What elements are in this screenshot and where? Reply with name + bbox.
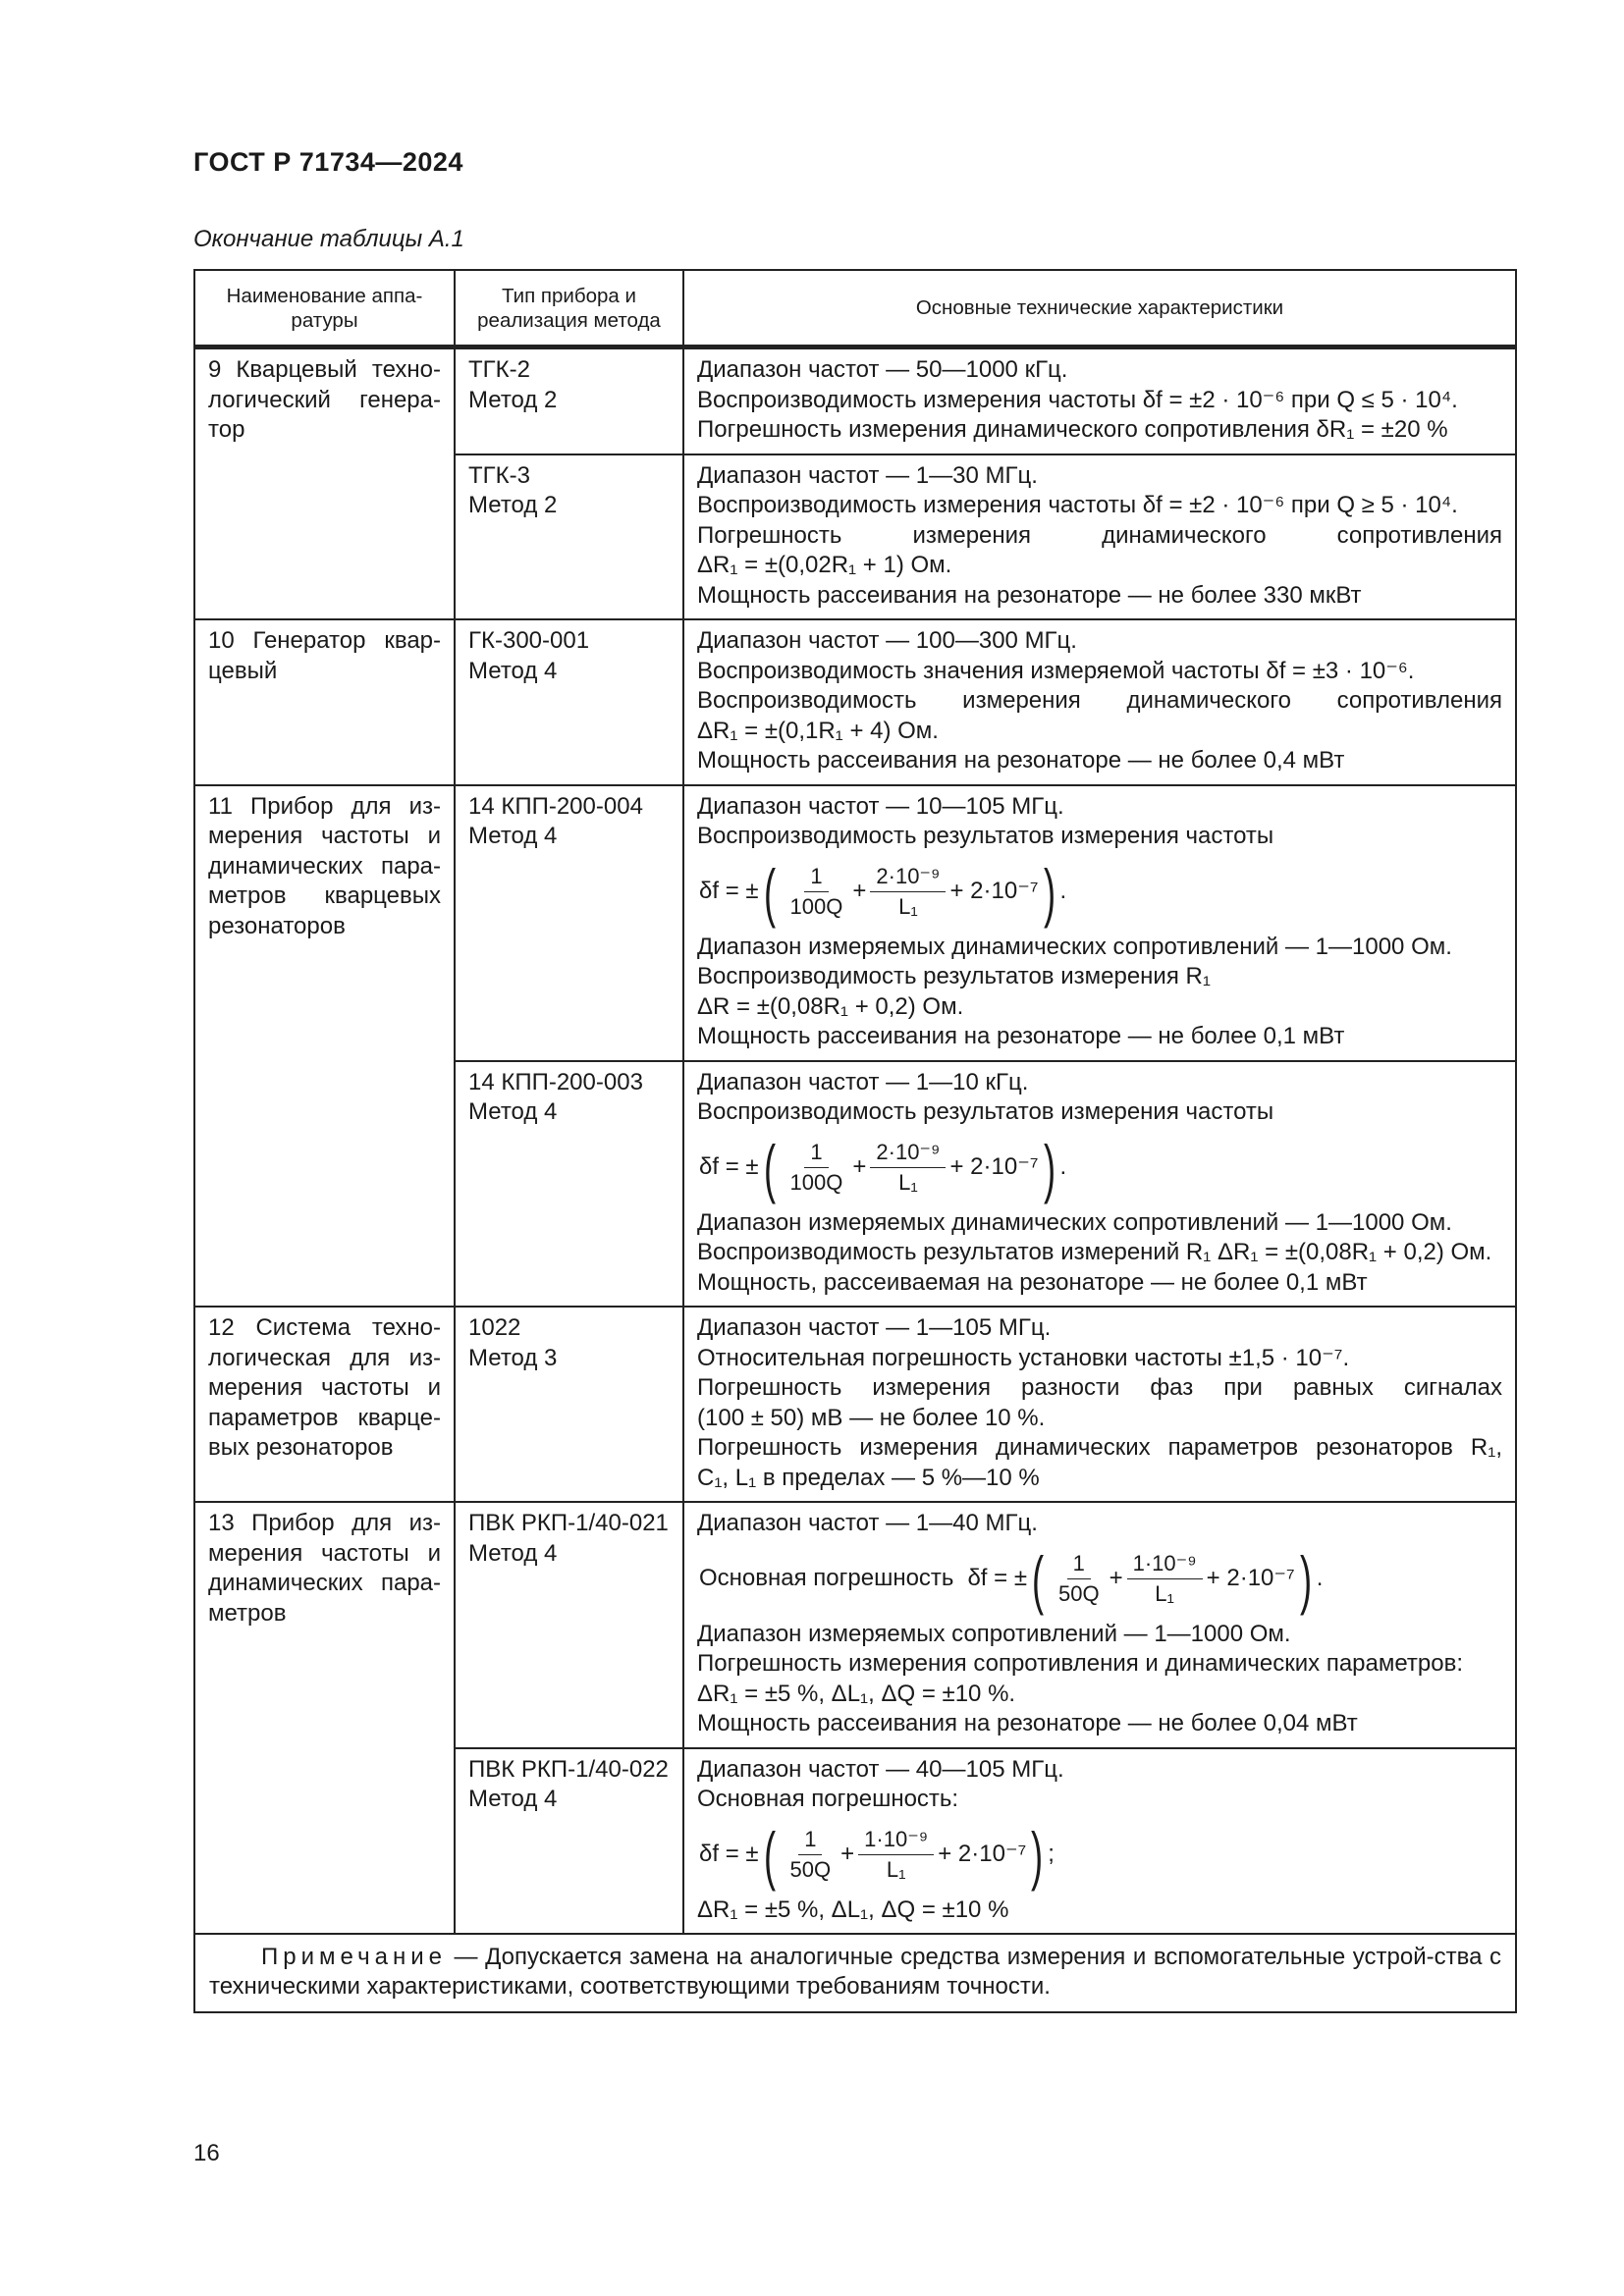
right-paren: ) xyxy=(1299,1542,1312,1616)
fraction xyxy=(858,1828,934,1882)
char-line: Диапазон измеряемых динамических сопротивлений — 1—1000 Ом. xyxy=(697,933,1452,960)
char-line: Погрешность измерения сопротивления и динамических параметров: xyxy=(697,1650,1464,1677)
document-code: ГОСТ Р 71734—2024 xyxy=(193,147,463,177)
characteristics xyxy=(683,619,1516,785)
char-line: ΔR₁ = ±(0,02R₁ + 1) Ом. xyxy=(697,552,952,578)
right-paren: ) xyxy=(1043,1131,1056,1204)
char-line: Погрешность измерения разности фаз при равных сигналах xyxy=(697,1374,1502,1401)
char-line: Воспроизводимость результатов измерений R₁ ΔR₁ = ±(0,08R₁ + 0,2) Ом. xyxy=(697,1239,1492,1265)
fraction xyxy=(785,1141,849,1195)
left-paren: ( xyxy=(763,855,776,929)
fraction xyxy=(870,1141,946,1195)
column-header-type xyxy=(455,270,683,347)
column-header-text: ратуры xyxy=(291,308,358,332)
char-line: C₁, L₁ в пределах — 5 %—10 % xyxy=(697,1464,1040,1491)
char-line: Воспроизводимость результатов измерения частоты xyxy=(697,1098,1274,1125)
denominator: L₁ xyxy=(1155,1581,1174,1606)
characteristics xyxy=(683,1748,1516,1935)
char-line: Воспроизводимость результатов измерения R₁ xyxy=(697,963,1211,989)
device-model: 14 КПП-200-004 xyxy=(468,792,643,820)
method: Метод 2 xyxy=(468,492,558,518)
method: Метод 4 xyxy=(468,1098,558,1125)
numerator: 1 xyxy=(1067,1552,1091,1579)
device-model: 1022 xyxy=(468,1314,521,1341)
device-type xyxy=(455,619,683,785)
char-line: Диапазон измеряемых сопротивлений — 1—1000 Ом. xyxy=(697,1620,1291,1647)
device-type xyxy=(455,1748,683,1935)
note-label: Примечание xyxy=(261,1944,447,1970)
char-line: Воспроизводимость измерения динамического сопротивления xyxy=(697,687,1502,714)
formula xyxy=(699,1130,1502,1206)
char-line: Мощность рассеивания на резонаторе — не более 330 мкВт xyxy=(697,581,1362,609)
char-line: Воспроизводимость измерения частоты δf = ±2 · 10⁻⁶ при Q ≤ 5 · 10⁴. xyxy=(697,386,1458,413)
formula-tail: + 2·10⁻⁷ xyxy=(949,878,1039,905)
left-paren: ( xyxy=(763,1131,776,1204)
fraction xyxy=(870,865,946,919)
plus-sign: + xyxy=(840,1841,855,1868)
device-type xyxy=(455,785,683,1061)
table-row xyxy=(194,1502,1516,1748)
device-type xyxy=(455,347,683,454)
formula-label: Основная погрешность xyxy=(699,1565,954,1592)
column-header-text: реализация метода xyxy=(477,308,661,332)
fraction xyxy=(1127,1552,1203,1606)
numerator: 1 xyxy=(804,865,828,892)
device-model: ТГК-3 xyxy=(468,461,530,489)
formula-end: . xyxy=(1316,1565,1324,1592)
plus-sign: + xyxy=(852,878,867,905)
note-text: — Допускается замена на аналогичные средства измерения и вспомогательные устрой-ства с техническими характеристиками, соответствующими требованиям точности. xyxy=(209,1944,1501,2000)
method: Метод 2 xyxy=(468,386,558,413)
table-note xyxy=(194,1934,1516,2012)
formula-tail: + 2·10⁻⁷ xyxy=(1206,1565,1295,1592)
char-line: Погрешность измерения динамического сопротивления δR₁ = ±20 % xyxy=(697,416,1448,443)
char-line: Основная погрешность: xyxy=(697,1786,959,1812)
plus-sign: + xyxy=(852,1153,867,1181)
char-line: Диапазон частот — 10—105 МГц. xyxy=(697,792,1064,820)
fraction xyxy=(1053,1552,1106,1606)
formula-tail: + 2·10⁻⁷ xyxy=(949,1153,1039,1181)
char-line: Воспроизводимость результатов измерения частоты xyxy=(697,823,1274,849)
table-row xyxy=(194,785,1516,1061)
char-line: Диапазон частот — 40—105 МГц. xyxy=(697,1755,1064,1783)
denominator: 100Q xyxy=(789,894,843,919)
right-paren: ) xyxy=(1031,1818,1044,1892)
device-model: ПВК РКП-1/40-022 xyxy=(468,1755,669,1783)
char-line: Диапазон частот — 1—105 МГц. xyxy=(697,1314,1052,1341)
numerator: 1 xyxy=(804,1141,828,1168)
left-paren: ( xyxy=(763,1818,776,1892)
device-type xyxy=(455,1307,683,1502)
char-line: Диапазон частот — 1—40 МГц. xyxy=(697,1510,1038,1536)
note-row xyxy=(194,1934,1516,2012)
numerator: 2·10⁻⁹ xyxy=(870,865,946,892)
formula xyxy=(699,1541,1502,1618)
formula xyxy=(699,1817,1502,1894)
char-line: Диапазон частот — 50—1000 кГц. xyxy=(697,356,1068,383)
table-row xyxy=(194,619,1516,785)
denominator: 50Q xyxy=(789,1857,832,1882)
table-row xyxy=(194,1307,1516,1502)
equipment-name: 10 Генератор квар-цевый xyxy=(194,619,455,785)
char-line: Мощность, рассеиваемая на резонаторе — не более 0,1 мВт xyxy=(697,1268,1368,1296)
char-line: Воспроизводимость измерения частоты δf = ±2 · 10⁻⁶ при Q ≥ 5 · 10⁴. xyxy=(697,492,1458,518)
left-paren: ( xyxy=(1031,1542,1045,1616)
characteristics xyxy=(683,1061,1516,1308)
char-line: Диапазон измеряемых динамических сопротивлений — 1—1000 Ом. xyxy=(697,1208,1452,1236)
table-row xyxy=(194,347,1516,454)
char-line: Погрешность измерения динамических параметров резонаторов R₁, xyxy=(697,1434,1502,1461)
equipment-table xyxy=(193,269,1517,2013)
characteristics xyxy=(683,347,1516,454)
char-line: Мощность рассеивания на резонаторе — не более 0,04 мВт xyxy=(697,1710,1358,1736)
method: Метод 4 xyxy=(468,823,558,849)
method: Метод 4 xyxy=(468,1786,558,1812)
formula-lhs: δf = ± xyxy=(699,1153,759,1181)
char-line: Диапазон частот — 1—30 МГц. xyxy=(697,461,1038,489)
char-line: ΔR₁ = ±(0,1R₁ + 4) Ом. xyxy=(697,717,939,744)
equipment-name: 13 Прибор для из-мерения частоты и динамических пара-метров xyxy=(194,1502,455,1934)
fraction xyxy=(785,865,849,919)
char-line: ΔR₁ = ±5 %, ΔL₁, ΔQ = ±10 % xyxy=(697,1896,1009,1923)
table-header-row xyxy=(194,270,1516,347)
char-line: Диапазон частот — 100—300 МГц. xyxy=(697,627,1077,654)
char-line: Диапазон частот — 1—10 кГц. xyxy=(697,1068,1029,1095)
numerator: 2·10⁻⁹ xyxy=(870,1141,946,1168)
characteristics xyxy=(683,454,1516,620)
characteristics xyxy=(683,1307,1516,1502)
denominator: L₁ xyxy=(898,1170,918,1195)
formula-end: . xyxy=(1059,878,1067,905)
denominator: 100Q xyxy=(789,1170,843,1195)
char-line: (100 ± 50) мВ — не более 10 %. xyxy=(697,1404,1046,1431)
char-line: Воспроизводимость значения измеряемой частоты δf = ±3 · 10⁻⁶. xyxy=(697,657,1415,684)
denominator: 50Q xyxy=(1057,1581,1100,1606)
characteristics xyxy=(683,1502,1516,1748)
numerator: 1·10⁻⁹ xyxy=(1127,1552,1203,1579)
column-header-text: Наименование аппа- xyxy=(226,284,423,307)
formula xyxy=(699,854,1502,931)
column-header-text: Тип прибора и xyxy=(502,284,636,307)
device-model: 14 КПП-200-003 xyxy=(468,1068,643,1095)
char-line: ΔR = ±(0,08R₁ + 0,2) Ом. xyxy=(697,992,964,1020)
equipment-name: 12 Система техно-логическая для из-мерения частоты и параметров кварце-вых резонаторов xyxy=(194,1307,455,1502)
formula-end: . xyxy=(1059,1153,1067,1181)
char-line: Относительная погрешность установки частоты ±1,5 · 10⁻⁷. xyxy=(697,1344,1350,1371)
device-model: ГК-300-001 xyxy=(468,627,590,654)
device-model: ТГК-2 xyxy=(468,356,530,383)
right-paren: ) xyxy=(1043,855,1056,929)
equipment-name: 9 Кварцевый техно-логический генера-тор xyxy=(194,347,455,620)
device-type xyxy=(455,1061,683,1308)
method: Метод 4 xyxy=(468,1539,558,1567)
formula-lhs: δf = ± xyxy=(967,1565,1027,1592)
char-line: Погрешность измерения динамического сопротивления xyxy=(697,521,1502,549)
char-line: Мощность рассеивания на резонаторе — не более 0,1 мВт xyxy=(697,1023,1345,1049)
characteristics xyxy=(683,785,1516,1061)
column-header-name xyxy=(194,270,455,347)
denominator: L₁ xyxy=(886,1857,906,1882)
plus-sign: + xyxy=(1109,1565,1123,1592)
device-model: ПВК РКП-1/40-021 xyxy=(468,1510,669,1536)
formula-lhs: δf = ± xyxy=(699,1841,759,1868)
char-line: Мощность рассеивания на резонаторе — не более 0,4 мВт xyxy=(697,747,1345,774)
column-header-characteristics: Основные технические характеристики xyxy=(683,270,1516,347)
fraction xyxy=(785,1828,838,1882)
method: Метод 4 xyxy=(468,657,558,684)
method: Метод 3 xyxy=(468,1344,558,1371)
formula-lhs: δf = ± xyxy=(699,878,759,905)
numerator: 1·10⁻⁹ xyxy=(858,1828,934,1855)
device-type xyxy=(455,454,683,620)
device-type xyxy=(455,1502,683,1748)
formula-end: ; xyxy=(1048,1841,1055,1868)
formula-tail: + 2·10⁻⁷ xyxy=(938,1841,1027,1868)
table-caption: Окончание таблицы А.1 xyxy=(193,226,464,252)
equipment-name: 11 Прибор для из-мерения частоты и динамических пара-метров кварцевых резонаторов xyxy=(194,785,455,1308)
numerator: 1 xyxy=(798,1828,822,1855)
page-number: 16 xyxy=(193,2140,220,2166)
denominator: L₁ xyxy=(898,894,918,919)
char-line: ΔR₁ = ±5 %, ΔL₁, ΔQ = ±10 %. xyxy=(697,1680,1016,1707)
